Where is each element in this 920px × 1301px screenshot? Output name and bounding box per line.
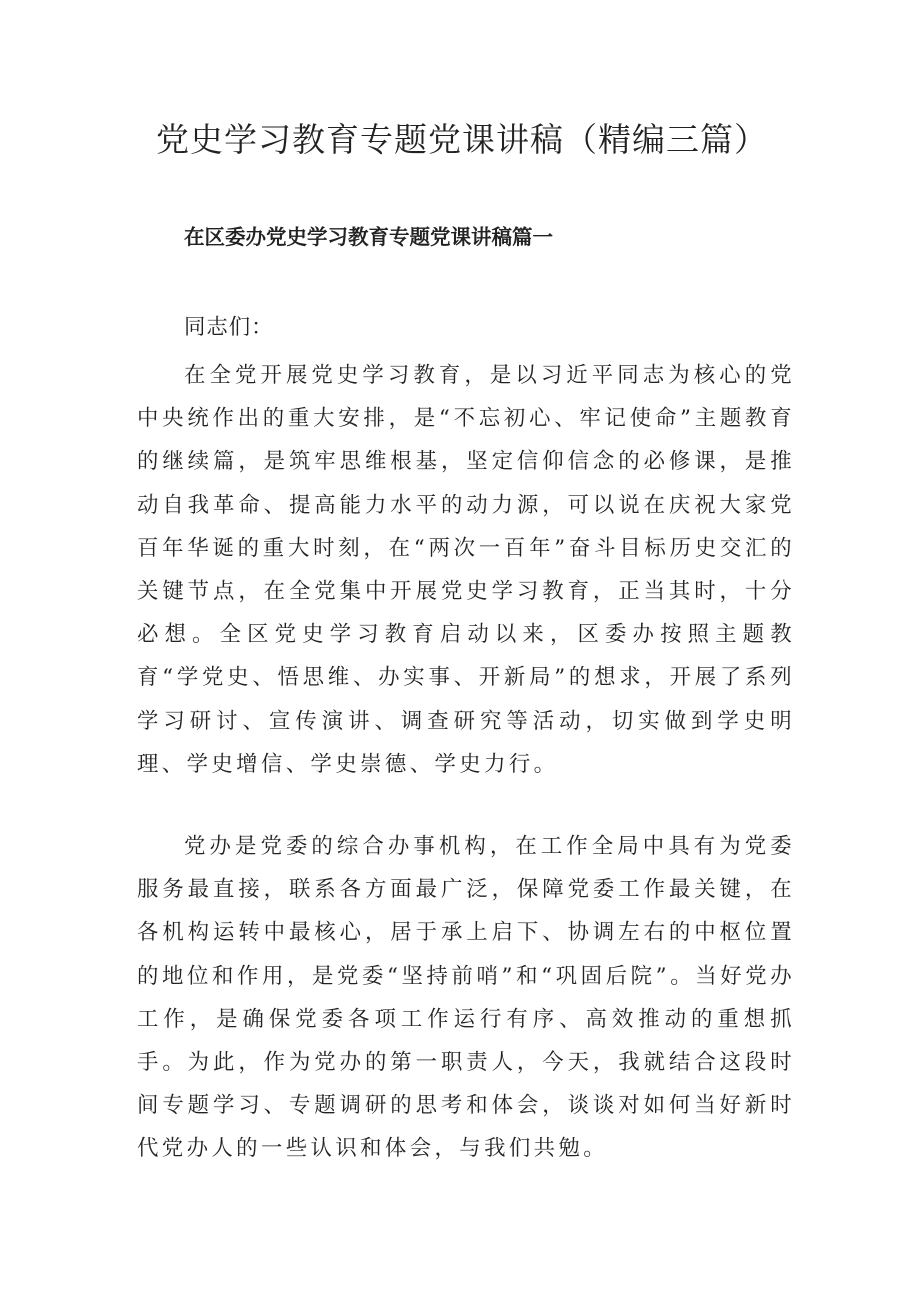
document-title: 党史学习教育专题党课讲稿（精编三篇） xyxy=(156,120,768,159)
section-heading: 在区委办党史学习教育专题党课讲稿篇一 xyxy=(184,225,553,249)
salutation: 同志们： xyxy=(184,315,274,340)
body-paragraph-2: 党办是党委的综合办事机构，在工作全局中具有为党委服务最直接，联系各方面最广泛，保障党委工作最关键，在各机构运转中最核心，居于承上启下、协调左右的中枢位置的地位和作用，是党委“坚持前哨”和“巩固后院”。当好党办工作，是确保党委各项工作运行有序、高效推动的重想抓手。为此，作为党办的第一职责人，今天，我就结合这段时间专题学习、专题调研的思考和体会，谈谈对如何当好新时代党办人的一些认识和体会，与我们共勉。 xyxy=(137,834,795,1162)
body-paragraph-1: 在全党开展党史学习教育，是以习近平同志为核心的党中央统作出的重大安排，是“不忘初心、牢记使命”主题教育的继续篇，是筑牢思维根基，坚定信仰信念的必修课，是推动自我革命、提高能力水平的动力源，可以说在庆祝大家党百年华诞的重大时刻，在“两次一百年”奋斗目标历史交汇的关键节点，在全党集中开展党史学习教育，正当其时，十分必想。全区党史学习教育启动以来，区委办按照主题教育“学党史、悟思维、办实事、开新局”的想求，开展了系列学习研讨、宣传演讲、调查研究等活动，切实做到学史明理、学史增信、学史崇德、学史力行。 xyxy=(137,363,795,777)
